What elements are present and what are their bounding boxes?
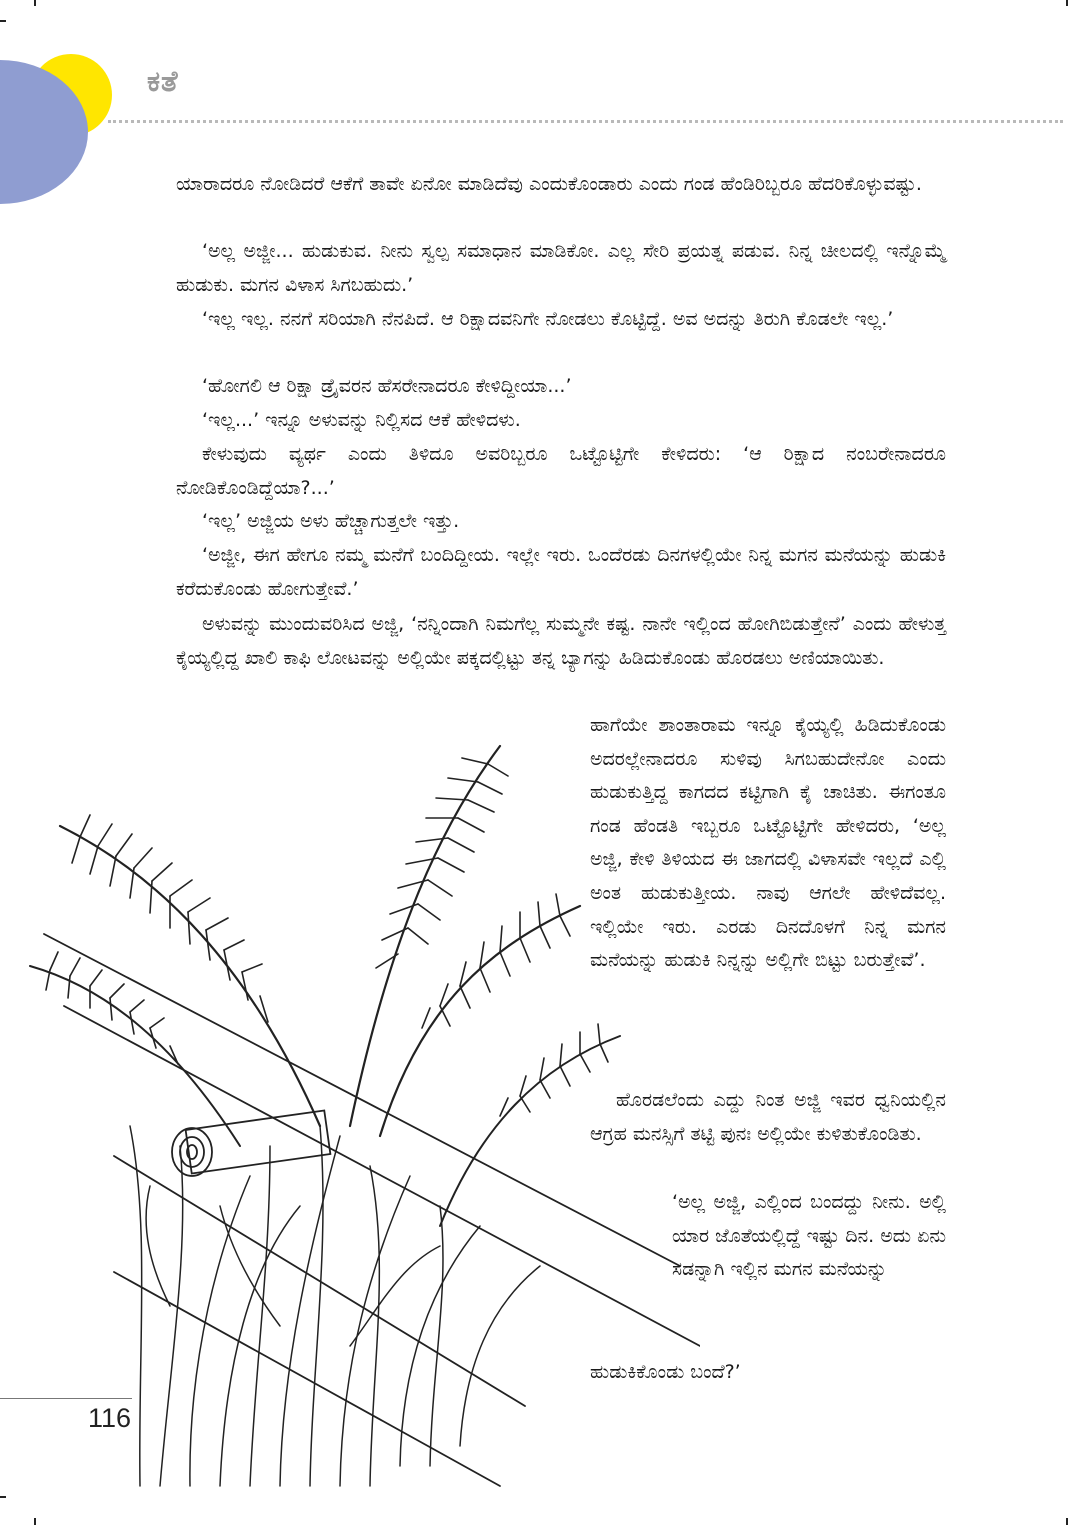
paragraph: ಹೊರಡಲೆಂದು ಎದ್ದು ನಿಂತ ಅಜ್ಜಿ ಇವರ ಧ್ವನಿಯಲ್ಲಿನ ಆಗ್ರಹ ಮನಸ್ಸಿಗೆ ತಟ್ಟಿ ಪುನಃ ಅಲ್ಲಿಯೇ ಕುಳಿತುಕೊಂಡಿತು. [590,1089,946,1145]
footer-rule [0,1398,132,1399]
paragraph: ಅಳುವನ್ನು ಮುಂದುವರಿಸಿದ ಅಜ್ಜಿ, ‘ನನ್ನಿಂದಾಗಿ ನಿಮಗೆಲ್ಲ ಸುಮ್ಮನೇ ಕಷ್ಟ. ನಾನೇ ಇಲ್ಲಿಂದ ಹೋಗಿಬಿಡುತ್ತೇನೆ’ ಎಂದು ಹೇಳುತ್ತ ಕೈಯ್ಯಲ್ಲಿದ್ದ ಖಾಲಿ ಕಾಫಿ ಲೋಟವನ್ನು ಅಲ್ಲಿಯೇ ಪಕ್ಕದಲ್ಲಿಟ್ಟು ತನ್ನ ಬ್ಯಾಗನ್ನು ಹಿಡಿದುಕೊಂಡು ಹೊರಡಲು ಅಣಿಯಾಯಿತು. [176,613,946,669]
paragraph: ಯಾರಾದರೂ ನೋಡಿದರೆ ಆಕೆಗೆ ತಾವೇ ಏನೋ ಮಾಡಿದೆವು ಎಂದುಕೊಂಡಾರು ಎಂದು ಗಂಡ ಹೆಂಡಿರಿಬ್ಬರೂ ಹೆದರಿಕೊಳ್ಳುವಷ್ಟು. [176,173,922,195]
page-number: 116 [88,1403,132,1433]
crop-mark [34,0,36,6]
paragraph: ಹಾಗೆಯೇ ಶಾಂತಾರಾಮ ಇನ್ನೂ ಕೈಯ್ಯಲ್ಲಿ ಹಿಡಿದುಕೊಂಡು ಅದರಲ್ಲೇನಾದರೂ ಸುಳಿವು ಸಿಗಬಹುದೇನೋ ಎಂದು ಹುಡುಕುತ್ತಿದ್ದ ಕಾಗದದ ಕಟ್ಟಿಗಾಗಿ ಕೈ ಚಾಚಿತು. ಈಗಂತೂ ಗಂಡ ಹೆಂಡತಿ ಇಬ್ಬರೂ ಒಟ್ಟೊಟ್ಟಿಗೇ ಹೇಳಿದರು, ‘ಅಲ್ಲ ಅಜ್ಜಿ, ಕೇಳಿ ತಿಳಿಯದ ಈ ಜಾಗದಲ್ಲಿ ವಿಳಾಸವೇ ಇಲ್ಲದೆ ಎಲ್ಲಿ ಅಂತ ಹುಡುಕುತ್ತೀಯ. ನಾವು ಆಗಲೇ ಹೇಳಿದೆವಲ್ಲ. ಇಲ್ಲಿಯೇ ಇರು. ಎರಡು ದಿನದೊಳಗೆ ನಿನ್ನ ಮಗನ ಮನೆಯನ್ನು ಹುಡುಕಿ ನಿನ್ನನ್ನು ಅಲ್ಲಿಗೇ ಬಿಟ್ಟು ಬರುತ್ತೇವೆ’. [590,714,946,972]
paragraph: ಹುಡುಕಿಕೊಂಡು ಬಂದೆ?’ [590,1361,741,1383]
guide-line [44,934,680,1266]
guide-line [114,1156,525,1406]
crop-mark [0,20,6,22]
paragraph: ‘ಇಲ್ಲ...’ ಇನ್ನೂ ಅಳುವನ್ನು ನಿಲ್ಲಿಸದ ಆಕೆ ಹೇಳಿದಳು. [202,409,521,431]
crop-mark [1066,0,1068,6]
grass-blades [130,1126,540,1486]
paragraph: ಕೇಳುವುದು ವ್ಯರ್ಥ ಎಂದು ತಿಳಿದೂ ಅವರಿಬ್ಬರೂ ಒಟ್ಟೊಟ್ಟಿಗೇ ಕೇಳಿದರು: ‘ಆ ರಿಕ್ಷಾದ ನಂಬರೇನಾದರೂ ನೋಡಿಕೊಂಡಿದ್ದೆಯಾ?...’ [176,443,946,499]
log-bundle [172,1110,330,1176]
section-title: ಕತೆ [147,64,179,98]
guide-line [64,1006,700,1346]
paragraph: ‘ಅಲ್ಲ ಅಜ್ಜೀ... ಹುಡುಕುವ. ನೀನು ಸ್ವಲ್ಪ ಸಮಾಧಾನ ಮಾಡಿಕೋ. ಎಲ್ಲ ಸೇರಿ ಪ್ರಯತ್ನ ಪಡುವ. ನಿನ್ನ ಚೀಲದಲ್ಲಿ ಇನ್ನೊಮ್ಮೆ ಹುಡುಕು. ಮಗನ ವಿಳಾಸ ಸಿಗಬಹುದು.’ [176,240,946,296]
crop-mark [34,1518,36,1525]
paragraph: ‘ಅಜ್ಜೀ, ಈಗ ಹೇಗೂ ನಮ್ಮ ಮನೆಗೆ ಬಂದಿದ್ದೀಯ. ಇಲ್ಲೇ ಇರು. ಒಂದೆರಡು ದಿನಗಳಲ್ಲಿಯೇ ನಿನ್ನ ಮಗನ ಮನೆಯನ್ನು ಹುಡುಕಿ ಕರೆದುಕೊಂಡು ಹೋಗುತ್ತೇವೆ.’ [176,544,946,600]
paragraph: ‘ಅಲ್ಲ ಅಜ್ಜಿ, ಎಲ್ಲಿಂದ ಬಂದದ್ದು ನೀನು. ಅಲ್ಲಿ ಯಾರ ಜೊತೆಯಲ್ಲಿದ್ದೆ ಇಷ್ಟು ದಿನ. ಅದು ಏನು ಸಡನ್ನಾಗಿ ಇಲ್ಲಿನ ಮಗನ ಮನೆಯನ್ನು [672,1191,946,1281]
crop-mark [0,1496,6,1498]
paragraph: ‘ಹೋಗಲಿ ಆ ರಿಕ್ಷಾ ಡ್ರೈವರನ ಹೆಸರೇನಾದರೂ ಕೇಳಿದ್ದೀಯಾ...’ [202,375,572,397]
paragraph: ‘ಇಲ್ಲ’ ಅಜ್ಜಿಯ ಅಳು ಹೆಚ್ಚಾಗುತ್ತಲೇ ಇತ್ತು. [202,510,460,532]
crop-mark [1066,1518,1068,1525]
paragraph: ‘ಇಲ್ಲ ಇಲ್ಲ. ನನಗೆ ಸರಿಯಾಗಿ ನೆನಪಿದೆ. ಆ ರಿಕ್ಷಾದವನಿಗೇ ನೋಡಲು ಕೊಟ್ಟಿದ್ದೆ. ಅವ ಅದನ್ನು ತಿರುಗಿ ಕೊಡಲೇ ಇಲ್ಲ.’ [202,308,894,330]
guide-line [114,1272,500,1486]
header-dotted-rule [108,120,1063,123]
